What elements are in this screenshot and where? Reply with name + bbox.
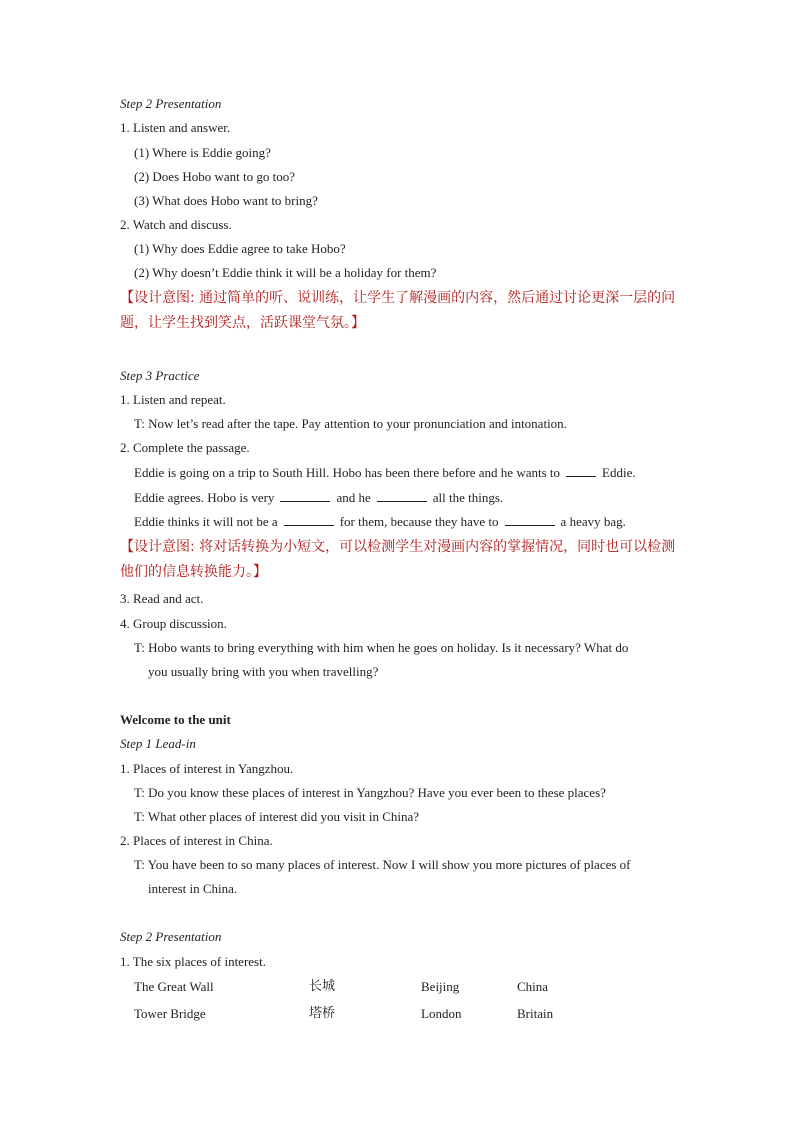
step2-heading-b: Step 2 Presentation [120, 929, 222, 944]
passage-text: Eddie is going on a trip to South Hill. Hobo has been there before and he wants to [134, 465, 561, 480]
teacher-line-5a: T: You have been to so many places of interest. Now I will show you more pictures of places of [134, 857, 631, 872]
passage-text: and he [336, 490, 371, 505]
listen-answer-item: 1. Listen and answer. [120, 120, 231, 135]
passage-line-1 [134, 464, 636, 481]
blank [377, 489, 427, 502]
complete-passage-item: 2. Complete the passage. [120, 440, 250, 455]
place-english: Tower Bridge [134, 1006, 206, 1021]
blank [284, 513, 334, 526]
teacher-line-3: T: Do you know these places of interest in Yangzhou? Have you ever been to these places? [134, 785, 606, 800]
teacher-line-1: T: Now let’s read after the tape. Pay attention to your pronunciation and intonation. [134, 416, 567, 431]
watch-discuss-item: 2. Watch and discuss. [120, 217, 232, 232]
teacher-line-4: T: What other places of interest did you visit in China? [134, 809, 420, 824]
passage-text: for them, because they have to [339, 514, 499, 529]
design-intent-1: 【设计意图: 通过简单的听、说训练，让学生了解漫画的内容，然后通过讨论更深一层的问题，让学生找到笑点，活跃课堂气氛。】 [120, 290, 676, 331]
six-places-item: 1. The six places of interest. [120, 954, 266, 969]
question-1: (1) Where is Eddie going? [134, 145, 271, 160]
place-country: Britain [517, 1006, 554, 1021]
blank [505, 513, 555, 526]
place-city: Beijing [421, 979, 460, 994]
step3-heading: Step 3 Practice [120, 368, 200, 383]
teacher-line-2a: T: Hobo wants to bring everything with him when he goes on holiday. Is it necessary? What do [134, 640, 629, 655]
listen-repeat-item: 1. Listen and repeat. [120, 392, 226, 407]
passage-text: Eddie agrees. Hobo is very [134, 490, 275, 505]
passage-line-2 [134, 489, 503, 506]
question-2: (2) Does Hobo want to go too? [134, 169, 296, 184]
yangzhou-item: 1. Places of interest in Yangzhou. [120, 761, 294, 776]
passage-text: all the things. [432, 490, 504, 505]
passage-text: Eddie. [602, 465, 636, 480]
question-4: (1) Why does Eddie agree to take Hobo? [134, 241, 346, 256]
blank [566, 464, 596, 477]
group-discussion-item: 4. Group discussion. [120, 616, 227, 631]
design-intent-2: 【设计意图: 将对话转换为小短文，可以检测学生对漫画内容的掌握情况，同时也可以检测他们的信息转换能力。】 [120, 539, 676, 580]
china-item: 2. Places of interest in China. [120, 833, 273, 848]
place-city: London [421, 1006, 462, 1021]
read-act-item: 3. Read and act. [120, 591, 204, 606]
passage-line-3 [134, 513, 626, 530]
blank [280, 489, 330, 502]
question-3: (3) What does Hobo want to bring? [134, 193, 318, 208]
step1-heading: Step 1 Lead-in [120, 736, 196, 751]
place-chinese: 长城 [309, 979, 336, 994]
passage-text: a heavy bag. [560, 514, 626, 529]
question-5: (2) Why doesn’t Eddie think it will be a holiday for them? [134, 265, 437, 280]
place-chinese: 塔桥 [309, 1006, 336, 1021]
passage-text: Eddie thinks it will not be a [134, 514, 278, 529]
place-english: The Great Wall [134, 979, 214, 994]
place-country: China [517, 979, 549, 994]
teacher-line-2b: you usually bring with you when travelling? [148, 664, 379, 679]
welcome-title: Welcome to the unit [120, 712, 231, 727]
step2-heading: Step 2 Presentation [120, 96, 222, 111]
teacher-line-5b: interest in China. [148, 881, 238, 896]
